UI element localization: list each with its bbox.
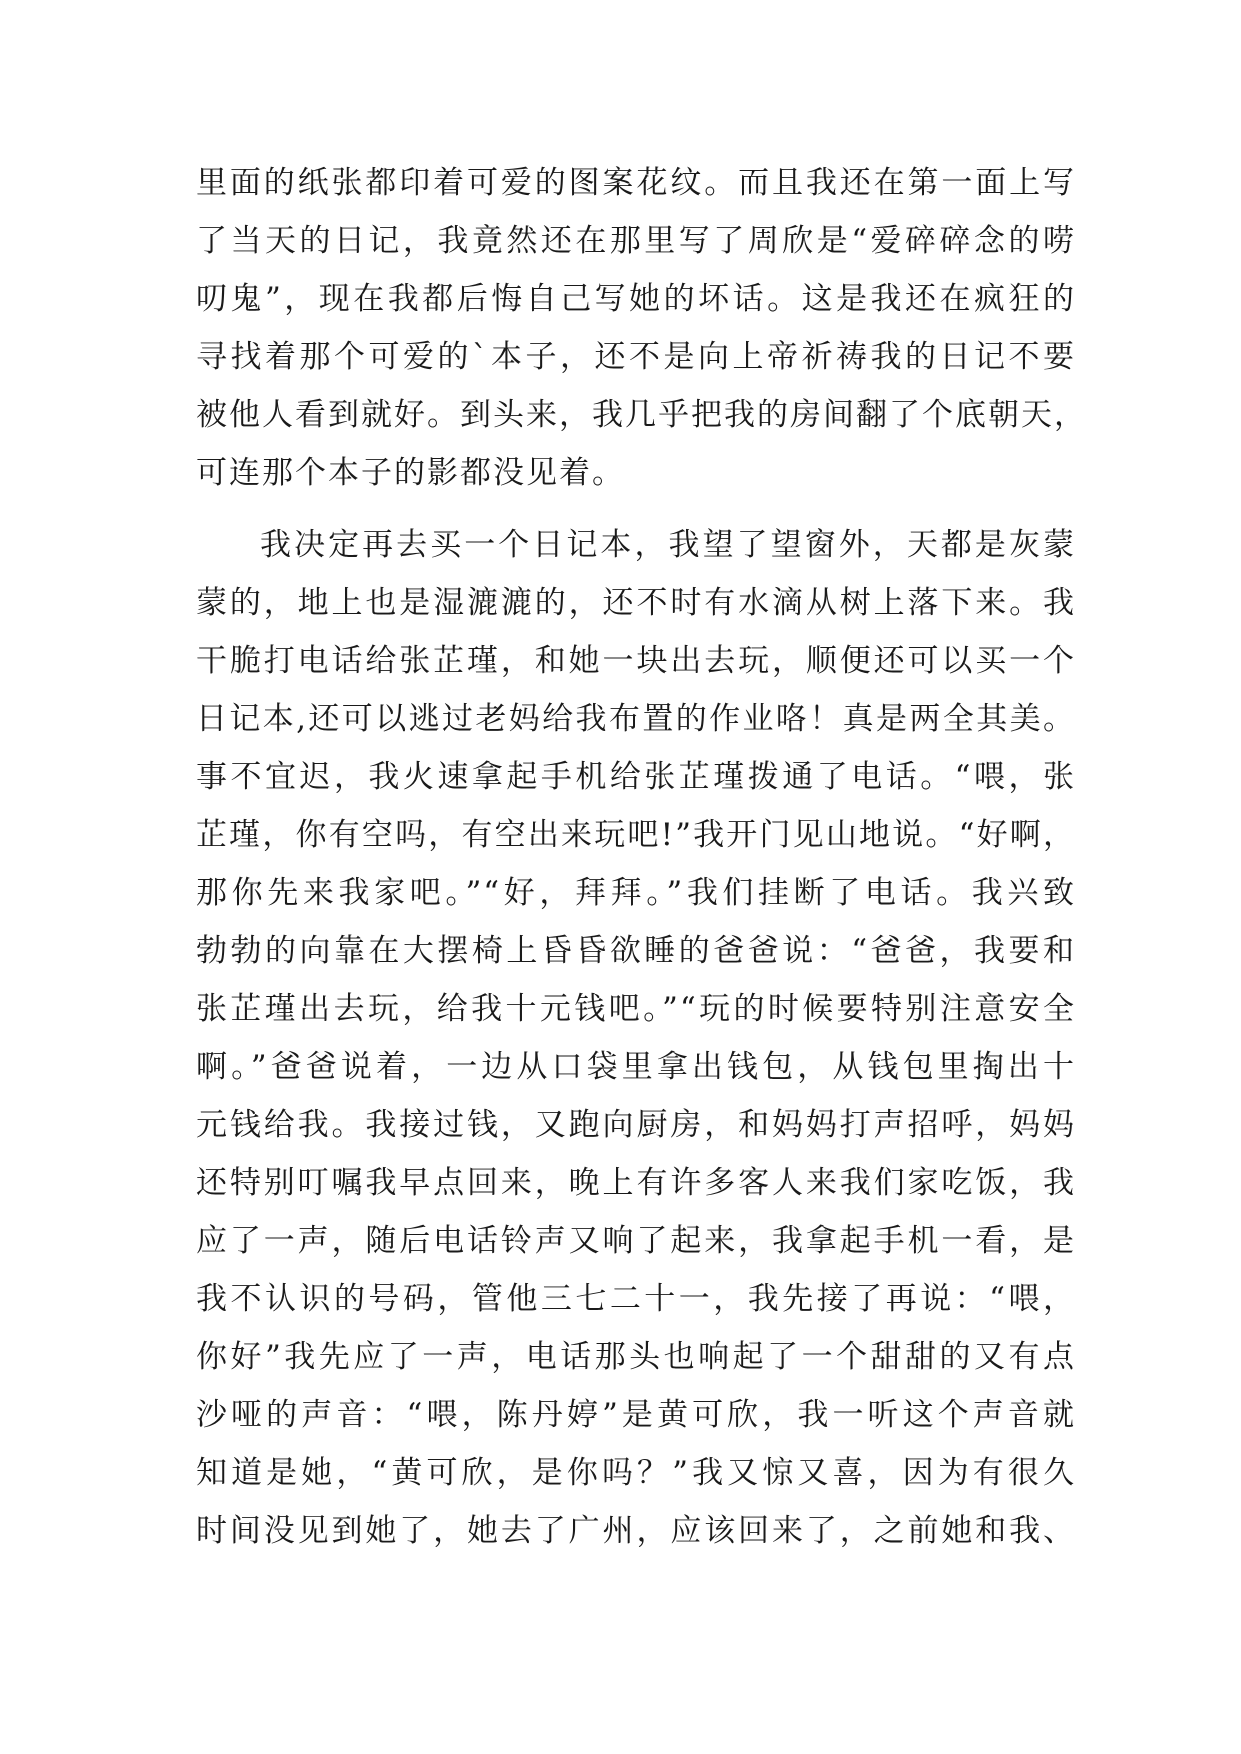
- text-line: 应了一声，随后电话铃声又响了起来，我拿起手机一看，是: [196, 1223, 1076, 1259]
- text-line: 知道是她，“黄可欣，是你吗？”我又惊又喜，因为有很久: [196, 1455, 1076, 1491]
- text-line: 我决定再去买一个日记本，我望了望窗外，天都是灰蒙: [260, 527, 1076, 563]
- text-line: 了当天的日记，我竟然还在那里写了周欣是“爱碎碎念的唠: [196, 223, 1076, 259]
- document-body: [196, 154, 1087, 1560]
- text-line: 那你先来我家吧。”“好，拜拜。”我们挂断了电话。我兴致: [196, 875, 1076, 911]
- text-line: 芷瑾，你有空吗，有空出来玩吧!”我开门见山地说。“好啊，: [196, 817, 1076, 853]
- text-line: 干脆打电话给张芷瑾，和她一块出去玩，顺便还可以买一个: [196, 643, 1076, 679]
- text-line: 叨鬼”，现在我都后悔自己写她的坏话。这是我还在疯狂的: [196, 281, 1076, 317]
- paragraph-2: [196, 516, 1076, 1560]
- text-line: 沙哑的声音：“喂，陈丹婷”是黄可欣，我一听这个声音就: [196, 1397, 1076, 1433]
- text-line: 时间没见到她了，她去了广州，应该回来了，之前她和我、: [196, 1513, 1076, 1549]
- text-line: 勃勃的向靠在大摆椅上昏昏欲睡的爸爸说：“爸爸，我要和: [196, 933, 1076, 969]
- text-line: 日记本,还可以逃过老妈给我布置的作业咯！真是两全其美。: [196, 701, 1076, 737]
- text-line: 蒙的，地上也是湿漉漉的，还不时有水滴从树上落下来。我: [196, 585, 1076, 621]
- text-line: 还特别叮嘱我早点回来，晚上有许多客人来我们家吃饭，我: [196, 1165, 1076, 1201]
- text-line: 你好”我先应了一声，电话那头也响起了一个甜甜的又有点: [196, 1339, 1076, 1375]
- text-line: 被他人看到就好。到头来，我几乎把我的房间翻了个底朝天，: [196, 397, 1087, 433]
- paragraph-gap: [196, 502, 1076, 516]
- text-line: 元钱给我。我接过钱，又跑向厨房，和妈妈打声招呼，妈妈: [196, 1107, 1076, 1143]
- text-line: 啊。”爸爸说着，一边从口袋里拿出钱包，从钱包里掏出十: [196, 1049, 1076, 1085]
- text-line: 我不认识的号码，管他三七二十一，我先接了再说：“喂，: [196, 1281, 1076, 1317]
- text-line: 里面的纸张都印着可爱的图案花纹。而且我还在第一面上写: [196, 165, 1076, 201]
- text-line: 可连那个本子的影都没见着。: [196, 455, 625, 491]
- text-line: 事不宜迟，我火速拿起手机给张芷瑾拨通了电话。“喂，张: [196, 759, 1076, 795]
- paragraph-1: [196, 154, 1087, 502]
- text-line: 张芷瑾出去玩，给我十元钱吧。”“玩的时候要特别注意安全: [196, 991, 1076, 1027]
- text-line: 寻找着那个可爱的`本子，还不是向上帝祈祷我的日记不要: [196, 339, 1076, 375]
